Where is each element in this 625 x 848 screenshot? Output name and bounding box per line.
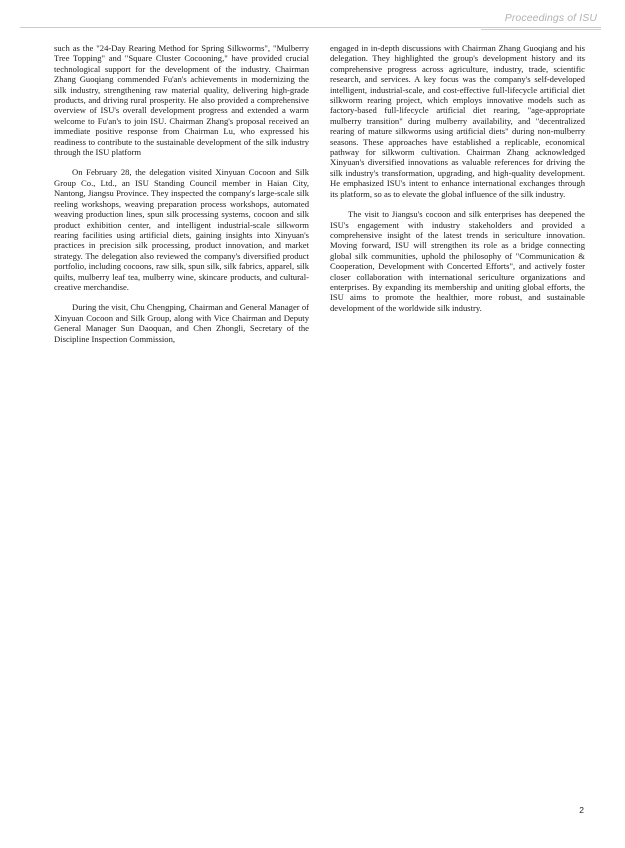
- paragraph: During the visit, Chu Chengping, Chairman and General Manager of Xinyuan Cocoon and Silk Group, along with Vice Chairman and Deputy General Manager Sun Daoquan, and Chen Zhongli, Secretary of the Discipline Inspection Commission,: [54, 302, 309, 344]
- paragraph: On February 28, the delegation visited Xinyuan Cocoon and Silk Group Co., Ltd., an ISU Standing Council member in Haian City, Nantong, Jiangsu Province. They inspected the company's large-scale silk reeling workshops, weaving preparation process workshops, automated weaving production lines, spun silk processing systems, cocoon and silk product exhibition center, and intelligent industrial-scale silkworm rearing facilities using artificial diets, gaining insights into Xinyuan's practices in precision silk processing, product innovation, and market strategy. The delegation also reviewed the company's diversified product portfolio, including cocoons, raw silk, spun silk, silk fabrics, apparel, silk quilts, mulberry leaf tea, mulberry wine, skincare products, and cultural-creative merchandise.: [54, 167, 309, 292]
- header-divider-accent: [481, 29, 601, 30]
- right-column: [330, 43, 585, 354]
- article-body: [54, 43, 585, 354]
- page-header: [20, 12, 601, 34]
- paragraph: The visit to Jiangsu's cocoon and silk enterprises has deepened the ISU's engagement with industry stakeholders and provided a comprehensive insight of the latest trends in sericulture innovation. Moving forward, ISU will strengthen its role as a bridge connecting global silk communities, uphold the philosophy of "Communication & Cooperation, Development with Concerted Efforts", and actively foster closer collaboration with international sericulture organizations and enterprises. By expanding its membership and uniting global efforts, the ISU aims to promote the healthier, more robust, and sustainable development of the worldwide silk industry.: [330, 209, 585, 313]
- paragraph: such as the "24-Day Rearing Method for Spring Silkworms", "Mulberry Tree Topping" and "Square Cluster Cocooning," have provided crucial technological support for the development of the industry. Chairman Zhang Guoqiang commended Fu'an's achievements in modernizing the silk industry, strengthening raw material quality, delivering high-grade products, and driving rural prosperity. He also provided a comprehensive overview of ISU's overall development progress and extended a warm welcome to Fu'an's to join ISU. Chairman Zhang's proposal received an immediate positive response from Chairman Lu, who expressed his readiness to contribute to the sustainable development of the silk industry through the ISU platform: [54, 43, 309, 158]
- header-divider: [20, 27, 601, 28]
- page-number: 2: [579, 805, 584, 815]
- publication-title: Proceedings of ISU: [504, 12, 597, 24]
- paragraph: engaged in in-depth discussions with Chairman Zhang Guoqiang and his delegation. They highlighted the group's development history and its comprehensive progress across agriculture, industry, trade, scientific research, and services. A key focus was the company's self-developed intelligent, industrial-scale, and cost-effective full-lifecycle artificial diet silkworm rearing project, which employs innovative models such as factory-based full-lifecycle artificial diet rearing, "age-appropriate mulberry transition" during mulberry availability, and "decentralized rearing of mature silkworms using artificial diets" during non-mulberry seasons. These approaches have established a replicable, economical pathway for silkworm cultivation. Chairman Zhang acknowledged Xinyuan's diversified innovations as valuable references for driving the silk industry's transformation, upgrading, and high-quality development. He emphasized ISU's intent to enhance international exchanges through its platform, so as to elevate the global influence of the silk industry.: [330, 43, 585, 199]
- left-column: [54, 43, 309, 354]
